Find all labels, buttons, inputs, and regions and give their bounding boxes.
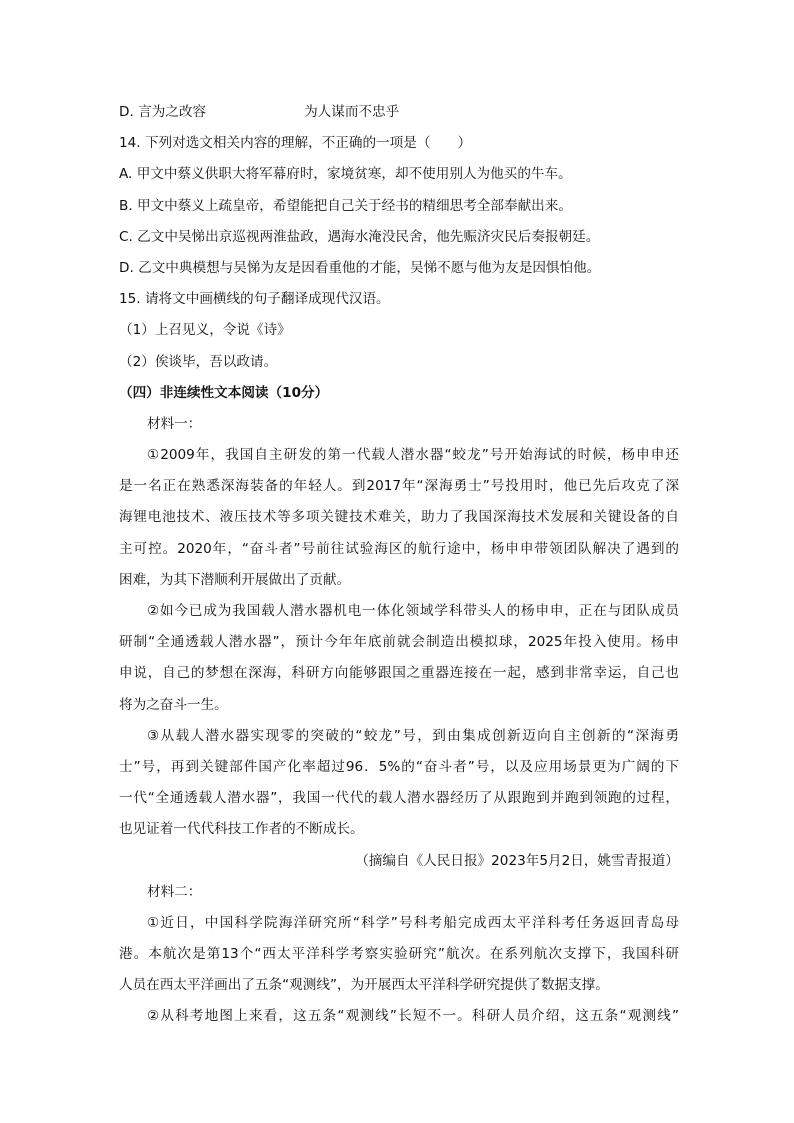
paragraph-line: ②如今已成为我国载人潜水器机电一体化领域学科带头人的杨申申，正在与团队成员 <box>147 603 679 619</box>
option-d-right: 为人谋而不忠乎 <box>304 104 400 120</box>
paragraph-line: 港。本航次是第13个“西太平洋科学考察实验研究”航次。在系列航次支撑下，我国科研 <box>119 946 679 963</box>
paragraph-line: 士”号，再到关键部件国产化率超过96．5%的“奋斗者”号，以及应用场景更为广阔的下 <box>119 758 679 775</box>
option-c: C. 乙文中吴悌出京巡视两淮盐政，遇海水淹没民舍，他先赈济灾民后奏报朝廷。 <box>119 228 600 245</box>
paragraph-line: ①2009年，我国自主研发的第一代载人潜水器“蛟龙”号开始海试的时候，杨申申还 <box>147 447 679 464</box>
sub-question-2: （2）俟谈毕，吾以政请。 <box>119 353 278 370</box>
paragraph-line: ①近日，中国科学院海洋研究所“科学”号科考船完成西太平洋科考任务返回青岛母 <box>147 914 679 931</box>
option-a: A. 甲文中蔡义供职大将军幕府时，家境贫寒，却不使用别人为他买的牛车。 <box>119 166 572 183</box>
paragraph-line: 是一名正在熟悉深海装备的年轻人。到2017年“深海勇士”号投用时，他已先后攻克了深 <box>119 478 679 495</box>
paragraph-line: 一代“全通透载人潜水器”，我国一代代的载人潜水器经历了从跟跑到并跑到领跑的过程， <box>119 790 679 807</box>
paragraph-line: 研制“全通透载人潜水器”，预计今年年底前就会制造出模拟球，2025年投入使用。杨申 <box>119 634 679 651</box>
source-citation: （摘编自《人民日报》2023年5月2日，姚雪青报道） <box>355 852 679 869</box>
paragraph-line: 将为之奋斗一生。 <box>119 696 228 713</box>
section-heading: （四）非连续性文本阅读（10分） <box>119 384 329 401</box>
question-15: 15. 请将文中画横线的句子翻译成现代汉语。 <box>119 291 390 308</box>
paragraph-line: 海锂电池技术、液压技术等多项关键技术难关，助力了我国深海技术发展和关键设备的自 <box>119 509 679 526</box>
paragraph-line: ②从科考地图上来看，这五条“观测线”长短不一。科研人员介绍，这五条“观测线” <box>147 1008 679 1025</box>
paragraph-line: ③从载人潜水器实现零的突破的“蛟龙”号，到由集成创新迈向自主创新的“深海勇 <box>147 727 679 744</box>
option-d-line <box>119 101 679 132</box>
material-2-label: 材料二： <box>147 883 202 900</box>
paragraph-line: 主可控。2020年，“奋斗者”号前往试验海区的航行途中，杨申申带领团队解决了遇到的 <box>119 540 679 557</box>
sub-question-1: （1）上召见义，令说《诗》 <box>119 322 291 339</box>
option-d-left: D. 言为之改容 <box>119 104 207 120</box>
paragraph-line: 困难，为其下潜顺利开展做出了贡献。 <box>119 571 351 588</box>
option-b: B. 甲文中蔡义上疏皇帝，希望能把自己关于经书的精细思考全部奉献出来。 <box>119 197 572 214</box>
question-14: 14. 下列对选文相关内容的理解，不正确的一项是（ ） <box>119 135 472 152</box>
paragraph-line: 也见证着一代代科技工作者的不断成长。 <box>119 821 364 838</box>
document-page <box>119 101 679 1037</box>
paragraph-line: 人员在西太平洋画出了五条“观测线”，为开展西太平洋科学研究提供了数据支撑。 <box>119 977 609 994</box>
paragraph-line: 申说，自己的梦想在深海，科研方向能够跟国之重器连接在一起，感到非常幸运，自己也 <box>119 665 679 682</box>
option-d: D. 乙文中典模想与吴悌为友是因看重他的才能，吴悌不愿与他为友是因惧怕他。 <box>119 259 601 276</box>
material-1-label: 材料一： <box>147 415 202 432</box>
